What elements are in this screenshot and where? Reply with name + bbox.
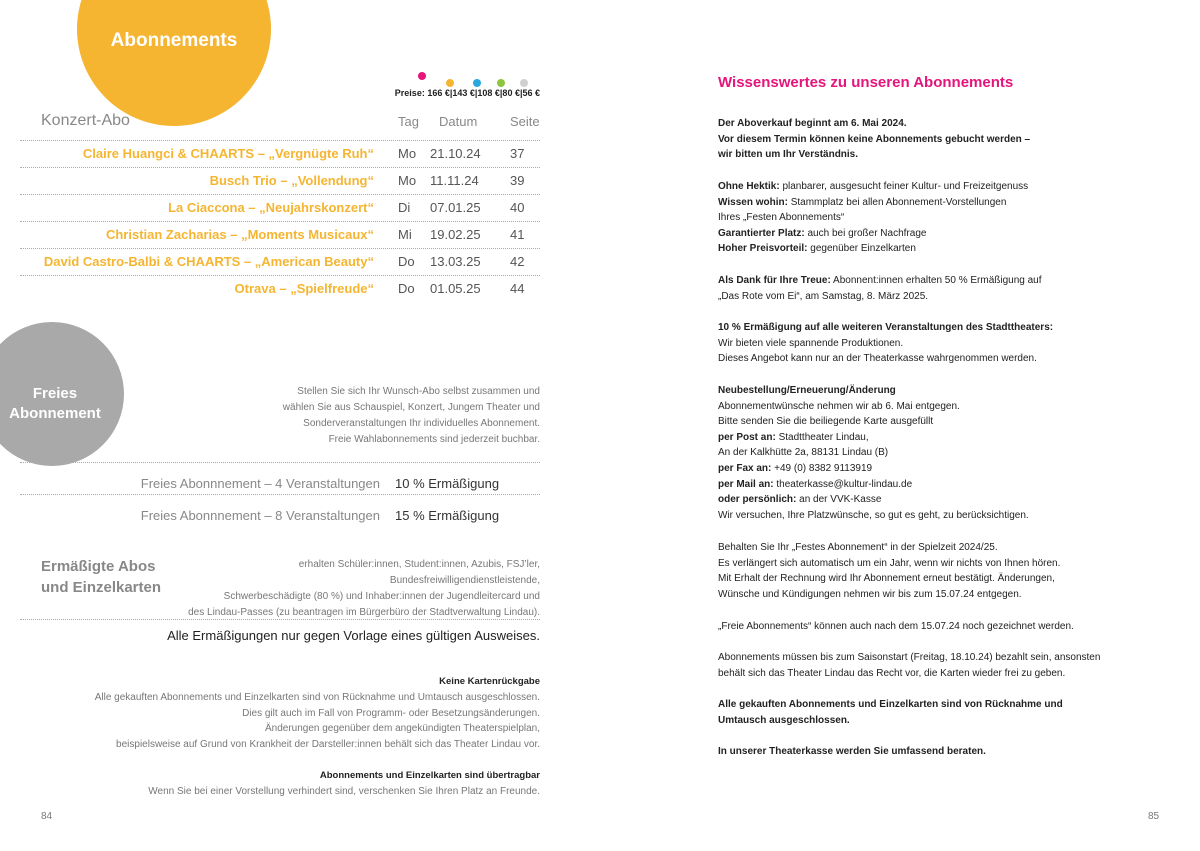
freies-option-value: 10 % Ermäßigung bbox=[395, 476, 500, 491]
konzert-datum: 13.03.25 bbox=[430, 254, 481, 269]
price-dot-orange bbox=[446, 79, 454, 87]
text-line: Abonnementwünsche nehmen wir ab 6. Mai entgegen. bbox=[718, 400, 960, 412]
text-line: Wissen wohin: Stammplatz bei allen Abonnement-Vorstellungen bbox=[718, 196, 1007, 208]
column-header-tag: Tag bbox=[398, 114, 419, 129]
paragraph-ausschluss bbox=[718, 697, 1138, 728]
konzert-seite: 40 bbox=[510, 200, 525, 215]
konzert-seite: 41 bbox=[510, 227, 525, 242]
paragraph-bestellung bbox=[718, 383, 1138, 523]
konzert-title: Claire Huangci & CHAARTS – „Vergnügte Ruh“ bbox=[82, 146, 374, 161]
text-line: An der Kalkhütte 2a, 88131 Lindau (B) bbox=[718, 447, 889, 459]
paragraph-beratung: In unserer Theaterkasse werden Sie umfassend beraten. bbox=[718, 746, 986, 757]
konzert-datum: 07.01.25 bbox=[430, 200, 481, 215]
text-line: Behalten Sie Ihr „Festes Abonnement“ in der Spielzeit 2024/25. bbox=[718, 542, 998, 553]
text-line: Alle gekauften Abonnements und Einzelkarten sind von Rücknahme und bbox=[718, 699, 1063, 710]
ermaessigte-description bbox=[160, 557, 540, 621]
ermaessigte-heading bbox=[41, 556, 161, 598]
paragraph-freie: „Freie Abonnements“ können auch nach dem 15.07.24 noch gezeichnet werden. bbox=[718, 621, 1074, 632]
paragraph-verlaengerung bbox=[718, 540, 1138, 602]
konzert-datum: 11.11.24 bbox=[430, 173, 479, 188]
konzert-row bbox=[20, 248, 540, 276]
paragraph-bezahlung bbox=[718, 650, 1138, 681]
text-line: Neubestellung/Erneuerung/Änderung bbox=[718, 385, 896, 396]
konzert-row bbox=[20, 221, 540, 249]
desc-line: des Lindau-Passes (zu beantragen im Bürgerbüro der Stadtverwaltung Lindau). bbox=[188, 607, 540, 618]
konzert-seite: 44 bbox=[510, 281, 525, 296]
konzert-row bbox=[20, 167, 540, 195]
text-line: Änderungen gegenüber dem angekündigten Theaterspielplan, bbox=[264, 723, 540, 734]
text-line: Es verlängert sich automatisch um ein Jahr, wenn wir nichts von Ihnen hören. bbox=[718, 557, 1061, 569]
paragraph-treue bbox=[718, 273, 1138, 304]
text-line: behält sich das Theater Lindau das Recht vor, die Karten wieder frei zu geben. bbox=[718, 667, 1066, 679]
divider bbox=[20, 494, 540, 495]
ausweis-note: Alle Ermäßigungen nur gegen Vorlage eines gültigen Ausweises. bbox=[167, 628, 540, 643]
konzert-title: Otrava – „Spielfreude“ bbox=[234, 281, 374, 296]
text-line: Ihres „Festen Abonnements“ bbox=[718, 212, 845, 224]
konzert-seite: 39 bbox=[510, 173, 525, 188]
section-title-freies-abonnement bbox=[0, 384, 110, 424]
konzert-datum: 19.02.25 bbox=[430, 227, 481, 242]
desc-line: erhalten Schüler:innen, Student:innen, Azubis, FSJ’ler, Bundesfreiwilligendienstleistende, bbox=[298, 559, 540, 586]
rueckgabe-heading: Keine Kartenrückgabe bbox=[439, 676, 540, 687]
freies-option-label: Freies Abonnnement – 8 Veranstaltungen bbox=[140, 508, 380, 523]
text-line: per Mail an: theaterkasse@kultur-lindau.de bbox=[718, 478, 913, 490]
section-title-abonnements: Abonnements bbox=[110, 30, 238, 51]
konzert-title: La Ciaccona – „Neujahrskonzert“ bbox=[168, 200, 374, 215]
konzert-row bbox=[20, 194, 540, 222]
text-line: Wir versuchen, Ihre Platzwünsche, so gut es geht, zu berücksichtigen. bbox=[718, 509, 1029, 521]
price-dot-pink bbox=[418, 72, 426, 80]
konzert-title: Christian Zacharias – „Moments Musicaux“ bbox=[105, 227, 374, 242]
konzert-abo-heading: Konzert-Abo bbox=[41, 112, 130, 129]
circle-line: Abonnement bbox=[9, 405, 101, 422]
text-line: Als Dank für Ihre Treue: Abonnent:innen erhalten 50 % Ermäßigung auf bbox=[718, 275, 1042, 286]
orange-circle bbox=[77, 0, 271, 126]
desc-line: Freie Wahlabonnements sind jederzeit buchbar. bbox=[328, 434, 540, 445]
konzert-seite: 42 bbox=[510, 254, 525, 269]
desc-line: Schwerbeschädigte (80 %) und Inhaber:innen der Jugendleitercard und bbox=[223, 591, 540, 602]
text-line: beispielsweise auf Grund von Krankheit der Darsteller:innen behält sich das Theater Lindau vor. bbox=[116, 738, 540, 750]
konzert-datum: 01.05.25 bbox=[430, 281, 481, 296]
text-line: Umtausch ausgeschlossen. bbox=[718, 714, 850, 726]
paragraph-aboverkauf bbox=[718, 116, 1138, 163]
divider bbox=[20, 462, 540, 463]
konzert-row bbox=[20, 140, 540, 168]
konzert-tag: Mi bbox=[398, 227, 412, 242]
text-line: Abonnements müssen bis zum Saisonstart (Freitag, 18.10.24) bezahlt sein, ansonsten bbox=[718, 652, 1101, 663]
price-legend: Preise: 166 €|143 €|108 €|80 €|56 € bbox=[394, 88, 540, 98]
text-line: Alle gekauften Abonnements und Einzelkarten sind von Rücknahme und Umtausch ausgeschlossen. bbox=[94, 692, 540, 703]
text-line: „Das Rote vom Ei“, am Samstag, 8. März 2025. bbox=[718, 290, 929, 302]
freies-option-label: Freies Abonnnement – 4 Veranstaltungen bbox=[140, 476, 380, 491]
konzert-tag: Mo bbox=[398, 146, 417, 161]
desc-line: wählen Sie aus Schauspiel, Konzert, Jungem Theater und bbox=[282, 402, 540, 413]
text-line: 10 % Ermäßigung auf alle weiteren Veranstaltungen des Stadttheaters: bbox=[718, 322, 1054, 333]
konzert-tag: Do bbox=[398, 281, 415, 296]
uebertragbar-text: Wenn Sie bei einer Vorstellung verhindert sind, verschenken Sie Ihren Platz an Freunde. bbox=[148, 786, 540, 797]
paragraph-ermaessigung bbox=[718, 320, 1138, 367]
konzert-tag: Di bbox=[398, 200, 411, 215]
uebertragbar-heading: Abonnements und Einzelkarten sind übertragbar bbox=[319, 770, 540, 781]
rueckgabe-text bbox=[60, 690, 540, 752]
text-line: Vor diesem Termin können keine Abonnements gebucht werden – bbox=[718, 133, 1031, 145]
circle-line: Freies bbox=[32, 385, 78, 402]
konzert-title: David Castro-Balbi & CHAARTS – „American Beauty“ bbox=[43, 254, 374, 269]
konzert-row bbox=[20, 275, 540, 303]
text-line: Dieses Angebot kann nur an der Theaterkasse wahrgenommen werden. bbox=[718, 353, 1037, 365]
divider bbox=[20, 619, 540, 620]
konzert-datum: 21.10.24 bbox=[430, 146, 481, 161]
text-line: wir bitten um Ihr Verständnis. bbox=[718, 149, 859, 161]
freies-description bbox=[240, 384, 540, 448]
desc-line: Stellen Sie sich Ihr Wunsch-Abo selbst zusammen und bbox=[297, 386, 540, 397]
price-dot-green bbox=[497, 79, 505, 87]
konzert-seite: 37 bbox=[510, 146, 525, 161]
price-dot-grey bbox=[520, 79, 528, 87]
text-line: Dies gilt auch im Fall von Programm- oder Besetzungsänderungen. bbox=[242, 707, 540, 719]
text-line: Garantierter Platz: auch bei großer Nachfrage bbox=[718, 227, 927, 239]
text-line: Der Aboverkauf beginnt am 6. Mai 2024. bbox=[718, 118, 907, 129]
konzert-title: Busch Trio – „Vollendung“ bbox=[209, 173, 374, 188]
text-line: Ohne Hektik: planbarer, ausgesucht feiner Kultur- und Freizeitgenuss bbox=[718, 181, 1029, 192]
freies-option-value: 15 % Ermäßigung bbox=[395, 508, 500, 523]
right-page-title: Wissenswertes zu unseren Abonnements bbox=[718, 74, 1014, 91]
page-number-right: 85 bbox=[1148, 811, 1160, 822]
column-header-datum: Datum bbox=[439, 114, 478, 129]
column-header-seite: Seite bbox=[510, 114, 540, 129]
text-line: Wir bieten viele spannende Produktionen. bbox=[718, 337, 904, 349]
desc-line: Sonderveranstaltungen Ihr individuelles Abonnement. bbox=[303, 418, 540, 429]
text-line: Bitte senden Sie die beiliegende Karte ausgefüllt bbox=[718, 416, 934, 428]
paragraph-vorteile bbox=[718, 179, 1138, 257]
page-number-left: 84 bbox=[41, 811, 53, 822]
text-line: Mit Erhalt der Rechnung wird Ihr Abonnement erneut bestätigt. Änderungen, bbox=[718, 573, 1055, 585]
text-line: Hoher Preisvorteil: gegenüber Einzelkarten bbox=[718, 243, 916, 255]
konzert-tag: Mo bbox=[398, 173, 417, 188]
heading-line: Ermäßigte Abos bbox=[41, 558, 156, 575]
heading-line: und Einzelkarten bbox=[41, 579, 162, 596]
text-line: per Post an: Stadttheater Lindau, bbox=[718, 431, 869, 443]
text-line: per Fax an: +49 (0) 8382 9113919 bbox=[718, 462, 873, 474]
text-line: Wünsche und Kündigungen nehmen wir bis zum 15.07.24 entgegen. bbox=[718, 588, 1022, 600]
text-line: oder persönlich: an der VVK-Kasse bbox=[718, 494, 882, 506]
price-dot-blue bbox=[473, 79, 481, 87]
konzert-tag: Do bbox=[398, 254, 415, 269]
